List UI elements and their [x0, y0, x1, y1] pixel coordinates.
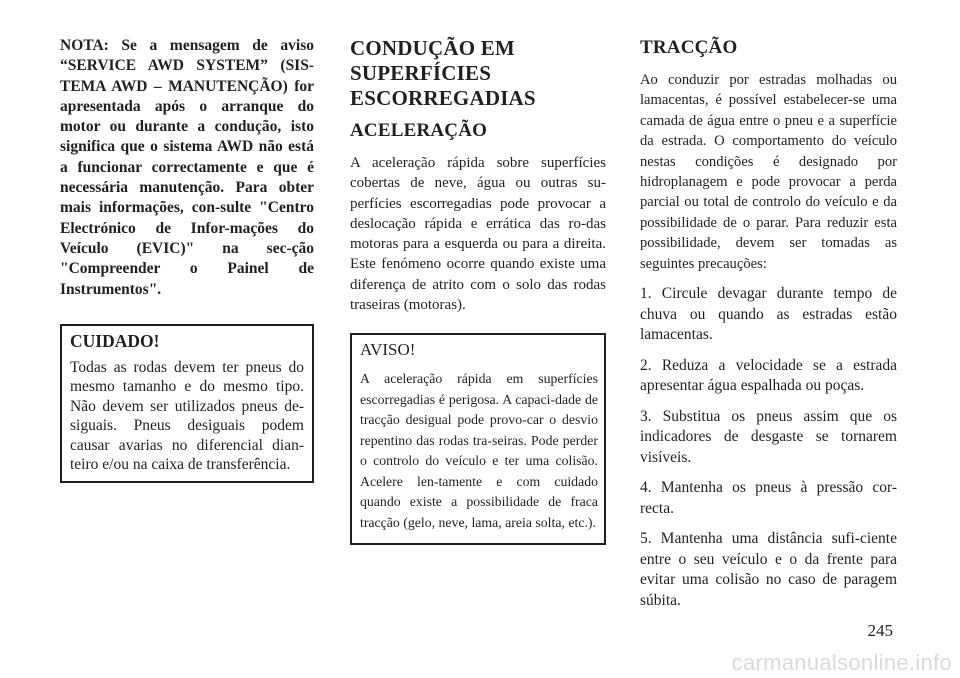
acceleration-paragraph: A aceleração rápida sobre superfícies cobertas de neve, água ou outras su-perfícies escorregadias pode provocar a deslocação rápida e errática das ro-das motoras para a esquerda ou para a direita. Este fenómeno ocorre quando existe uma diferença de atrito com o solo das rodas traseiras (motoras). — [350, 155, 606, 314]
subsection-title-acceleration: ACELERAÇÃO — [350, 120, 488, 141]
middle-column — [350, 36, 606, 545]
section-title-slippery-surfaces: CONDUÇÃO EM SUPERFÍCIES ESCORREGADIAS — [350, 36, 536, 110]
traction-paragraph: Ao conduzir por estradas molhadas ou lamacentas, é possível estabelecer-se uma camada de água entre o pneu e a superfície da estrada. O comportamento do veículo nestas condições é designado por hidroplanagem e pode provocar a perda parcial ou total de controlo do veículo e da possibilidade de o parar. Para reduzir esta possibilidade, devem ser tomadas as seguintes precauções: — [640, 72, 897, 272]
warning-text: A aceleração rápida em superfícies escorregadias é perigosa. A capaci-dade de tracção desigual pode provo-car o desvio repentino das rodas tra-seiras. Pode perder o controlo do veículo e ter uma colisão. Acelere len-tamente e com cuidado quando existe a possibilidade de fraca tracção (gelo, neve, lama, areia solta, etc.). — [360, 371, 598, 530]
site-watermark: carmanualsonline.info — [731, 650, 952, 675]
precaution-item: 1. Circule devagar durante tempo de chuva ou quando as estradas estão lamacentas. — [640, 285, 897, 344]
precaution-item: 3. Substitua os pneus assim que os indicadores de desgaste se tornarem visíveis. — [640, 407, 897, 466]
warning-box — [350, 333, 606, 545]
precaution-item: 4. Mantenha os pneus à pressão cor-recta. — [640, 479, 897, 517]
left-column — [60, 36, 314, 483]
precaution-item: 5. Mantenha uma distância sufi-ciente entre o seu veículo e o da frente para evitar uma colisão no caso de paragem súbita. — [640, 530, 897, 609]
precaution-item: 2. Reduza a velocidade se a estrada apresentar água espalhada ou poças. — [640, 356, 897, 395]
caution-box — [60, 324, 314, 483]
page-number: 245 — [867, 621, 893, 640]
caution-title: CUIDADO! — [70, 330, 160, 351]
awd-service-note: NOTA: Se a mensagem de aviso “SERVICE AWD SYSTEM” (SIS-TEMA AWD – MANUTENÇÃO) for apresentada após o arranque do motor ou durante a condução, isto significa que o sistema AWD não está a funcionar correctamente e que é necessária manutenção. Para obter mais informações, con-sulte "Centro Electrónico de Infor-mações do Veículo (EVIC)" na sec-ção "Compreender o Painel de Instrumentos". — [60, 37, 314, 298]
section-title-traction: TRACÇÃO — [640, 37, 738, 58]
caution-text: Todas as rodas devem ter pneus do mesmo tamanho e do mesmo tipo. Não devem ser utilizados pneus de-siguais. Pneus desiguais podem causar avarias no diferencial dian-teiro e/ou na caixa de transferência. — [70, 358, 304, 474]
warning-title: AVISO! — [360, 340, 416, 360]
right-column — [640, 36, 897, 611]
